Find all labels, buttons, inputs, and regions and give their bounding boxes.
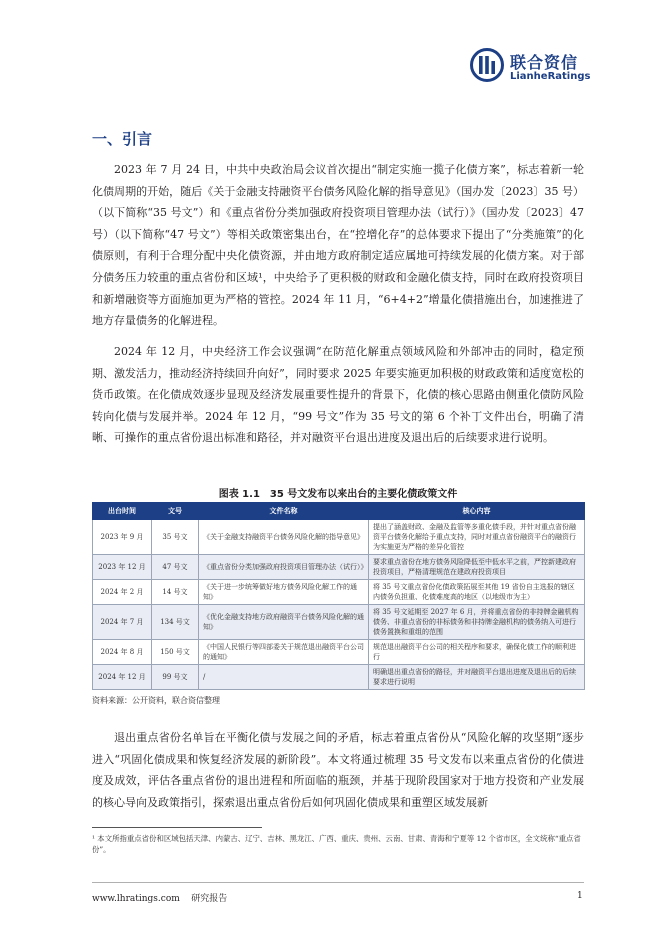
logo-chinese-name: 联合资信 [510,53,579,72]
footer-info [92,891,227,904]
body-paragraph-3: 退出重点省份名单旨在平衡化债与发展之间的矛盾，标志着重点省份从“风险化解的攻坚期”逐步进入“巩固化债成果和恢复经济发展的新阶段”。本文将通过梳理 35 号文发布以来重点省份的化债进度及成效，评估各重点省份的退出进程和所面临的瓶颈，并基于现阶段国家对于地方投资和产业发展的核心导向及政策指引，探索退出重点省份后如何巩固化债成果和重塑区域发展新 [92,731,584,809]
cell-time: 2023 年 9 月 [93,520,152,555]
lianhe-logo-icon [470,48,504,82]
cell-content: 提出了涵盖财政、金融及监管等多重化债手段，并针对重点省份融资平台债务化解给予重点支持，同时对重点省份融资平台的融资行为实施更为严格的差异化管控 [369,520,585,555]
cell-content: 规范退出融资平台公司的相关程序和要求，确保化债工作的顺利进行 [369,640,585,665]
table-row [93,665,585,690]
footer-doc-type: 研究报告 [191,894,228,904]
body-paragraph-1: 2023 年 7 月 24 日，中共中央政治局会议首次提出“制定实施一揽子化债方案”，标志着新一轮化债周期的开始，随后《关于金融支持融资平台债务风险化解的指导意见》（国办发〔2023〕35 号）（以下简称“35 号文”）和《重点省份分类加强政府投资项目管理办法（试行）》（国办发〔2023〕47 号）（以下简称“47 号文”）等相关政策密集出台，在“控增化存”的总体要求下提出了“分类施策”的化债原则，有利于合理分配中央化债资源，并由地方政府制定适应属地可持续发展的化债方案。对于部分债务压力较重的重点省份和区域¹，中央给予了更积极的财政和金融化债支持，同时在政府投资项目和新增融资等方面施加更为严格的管控。2024 年 11 月，“6+4+2”增量化债措施出台，加速推进了地方存量债务的化解进程。 [92,163,584,328]
cell-time: 2024 年 8 月 [93,640,152,665]
cell-time: 2024 年 2 月 [93,580,152,605]
cell-number: 99 号文 [152,665,199,690]
table-row [93,605,585,640]
cell-number: 35 号文 [152,520,199,555]
table-row [93,640,585,665]
page-number: 1 [577,891,583,901]
cell-content: 明确退出重点省份的路径，并对融资平台退出进度及退出后的后续要求进行说明 [369,665,585,690]
figure-caption: 图表 1.1 35 号文发布以来出台的主要化债政策文件 [218,489,458,500]
logo-english-name: LianheRatings [510,71,591,82]
footnote: ¹ 本文所指重点省份和区域包括天津、内蒙古、辽宁、吉林、黑龙江、广西、重庆、贵州、云南、甘肃、青海和宁夏等 12 个省市区，全文统称“重点省份”。 [92,834,581,854]
table-row [93,555,585,580]
column-header-content: 核心内容 [369,503,585,520]
cell-name: 《中国人民银行等四部委关于规范退出融资平台公司的通知》 [199,640,369,665]
section-heading: 一、引言 [92,130,153,148]
cell-number: 134 号文 [152,605,199,640]
table-row [93,580,585,605]
footnote-divider [92,827,262,828]
cell-number: 150 号文 [152,640,199,665]
footer-website: www.lhratings.com [92,894,180,904]
column-header-time: 出台时间 [93,503,152,520]
table-row [93,520,585,555]
company-logo [470,48,620,88]
cell-time: 2024 年 7 月 [93,605,152,640]
cell-content: 将 35 号文重点省份化债政策拓展至其他 19 省份自主选报的辖区内债务负担重、化债难度高的地区（以地级市为主） [369,580,585,605]
cell-content: 将 35 号文延期至 2027 年 6 月，并将重点省份的非持牌金融机构债务、非重点省份的非标债务和非持牌金融机构的债务纳入可进行债务置换和重组的范围 [369,605,585,640]
cell-name: 《重点省份分类加强政府投资项目管理办法（试行）》 [199,555,369,580]
cell-number: 47 号文 [152,555,199,580]
table-source-note: 资料来源：公开资料，联合资信整理 [92,696,220,705]
cell-number: 14 号文 [152,580,199,605]
cell-name: / [199,665,369,690]
cell-name: 《关于金融支持融资平台债务风险化解的指导意见》 [199,520,369,555]
cell-name: 《优化金融支持地方政府融资平台债务风险化解的通知》 [199,605,369,640]
column-header-number: 文号 [152,503,199,520]
column-header-name: 文件名称 [199,503,369,520]
cell-time: 2023 年 12 月 [93,555,152,580]
cell-content: 要求重点省份在地方债务风险降低至中低水平之前，严控新建政府投资项目，严格清理规范在建政府投资项目 [369,555,585,580]
table-header-row [93,503,585,520]
cell-time: 2024 年 12 月 [93,665,152,690]
policy-table [92,502,585,690]
footer-divider [92,882,584,883]
cell-name: 《关于进一步统筹做好地方债务风险化解工作的通知》 [199,580,369,605]
body-paragraph-2: 2024 年 12 月，中央经济工作会议强调“在防范化解重点领域风险和外部冲击的同时，稳定预期、激发活力，推动经济持续回升向好”，同时要求 2025 年要实施更加积极的财政政策和适度宽松的货币政策。在化债成效逐步显现及经济发展重要性提升的背景下，化债的核心思路由侧重化债防风险转向化债与发展并举。2024 年 12 月，“99 号文”作为 35 号文的第 6 个补丁文件出台，明确了清晰、可操作的重点省份退出标准和路径，并对融资平台退出进度及退出后的后续要求进行说明。 [92,345,584,445]
